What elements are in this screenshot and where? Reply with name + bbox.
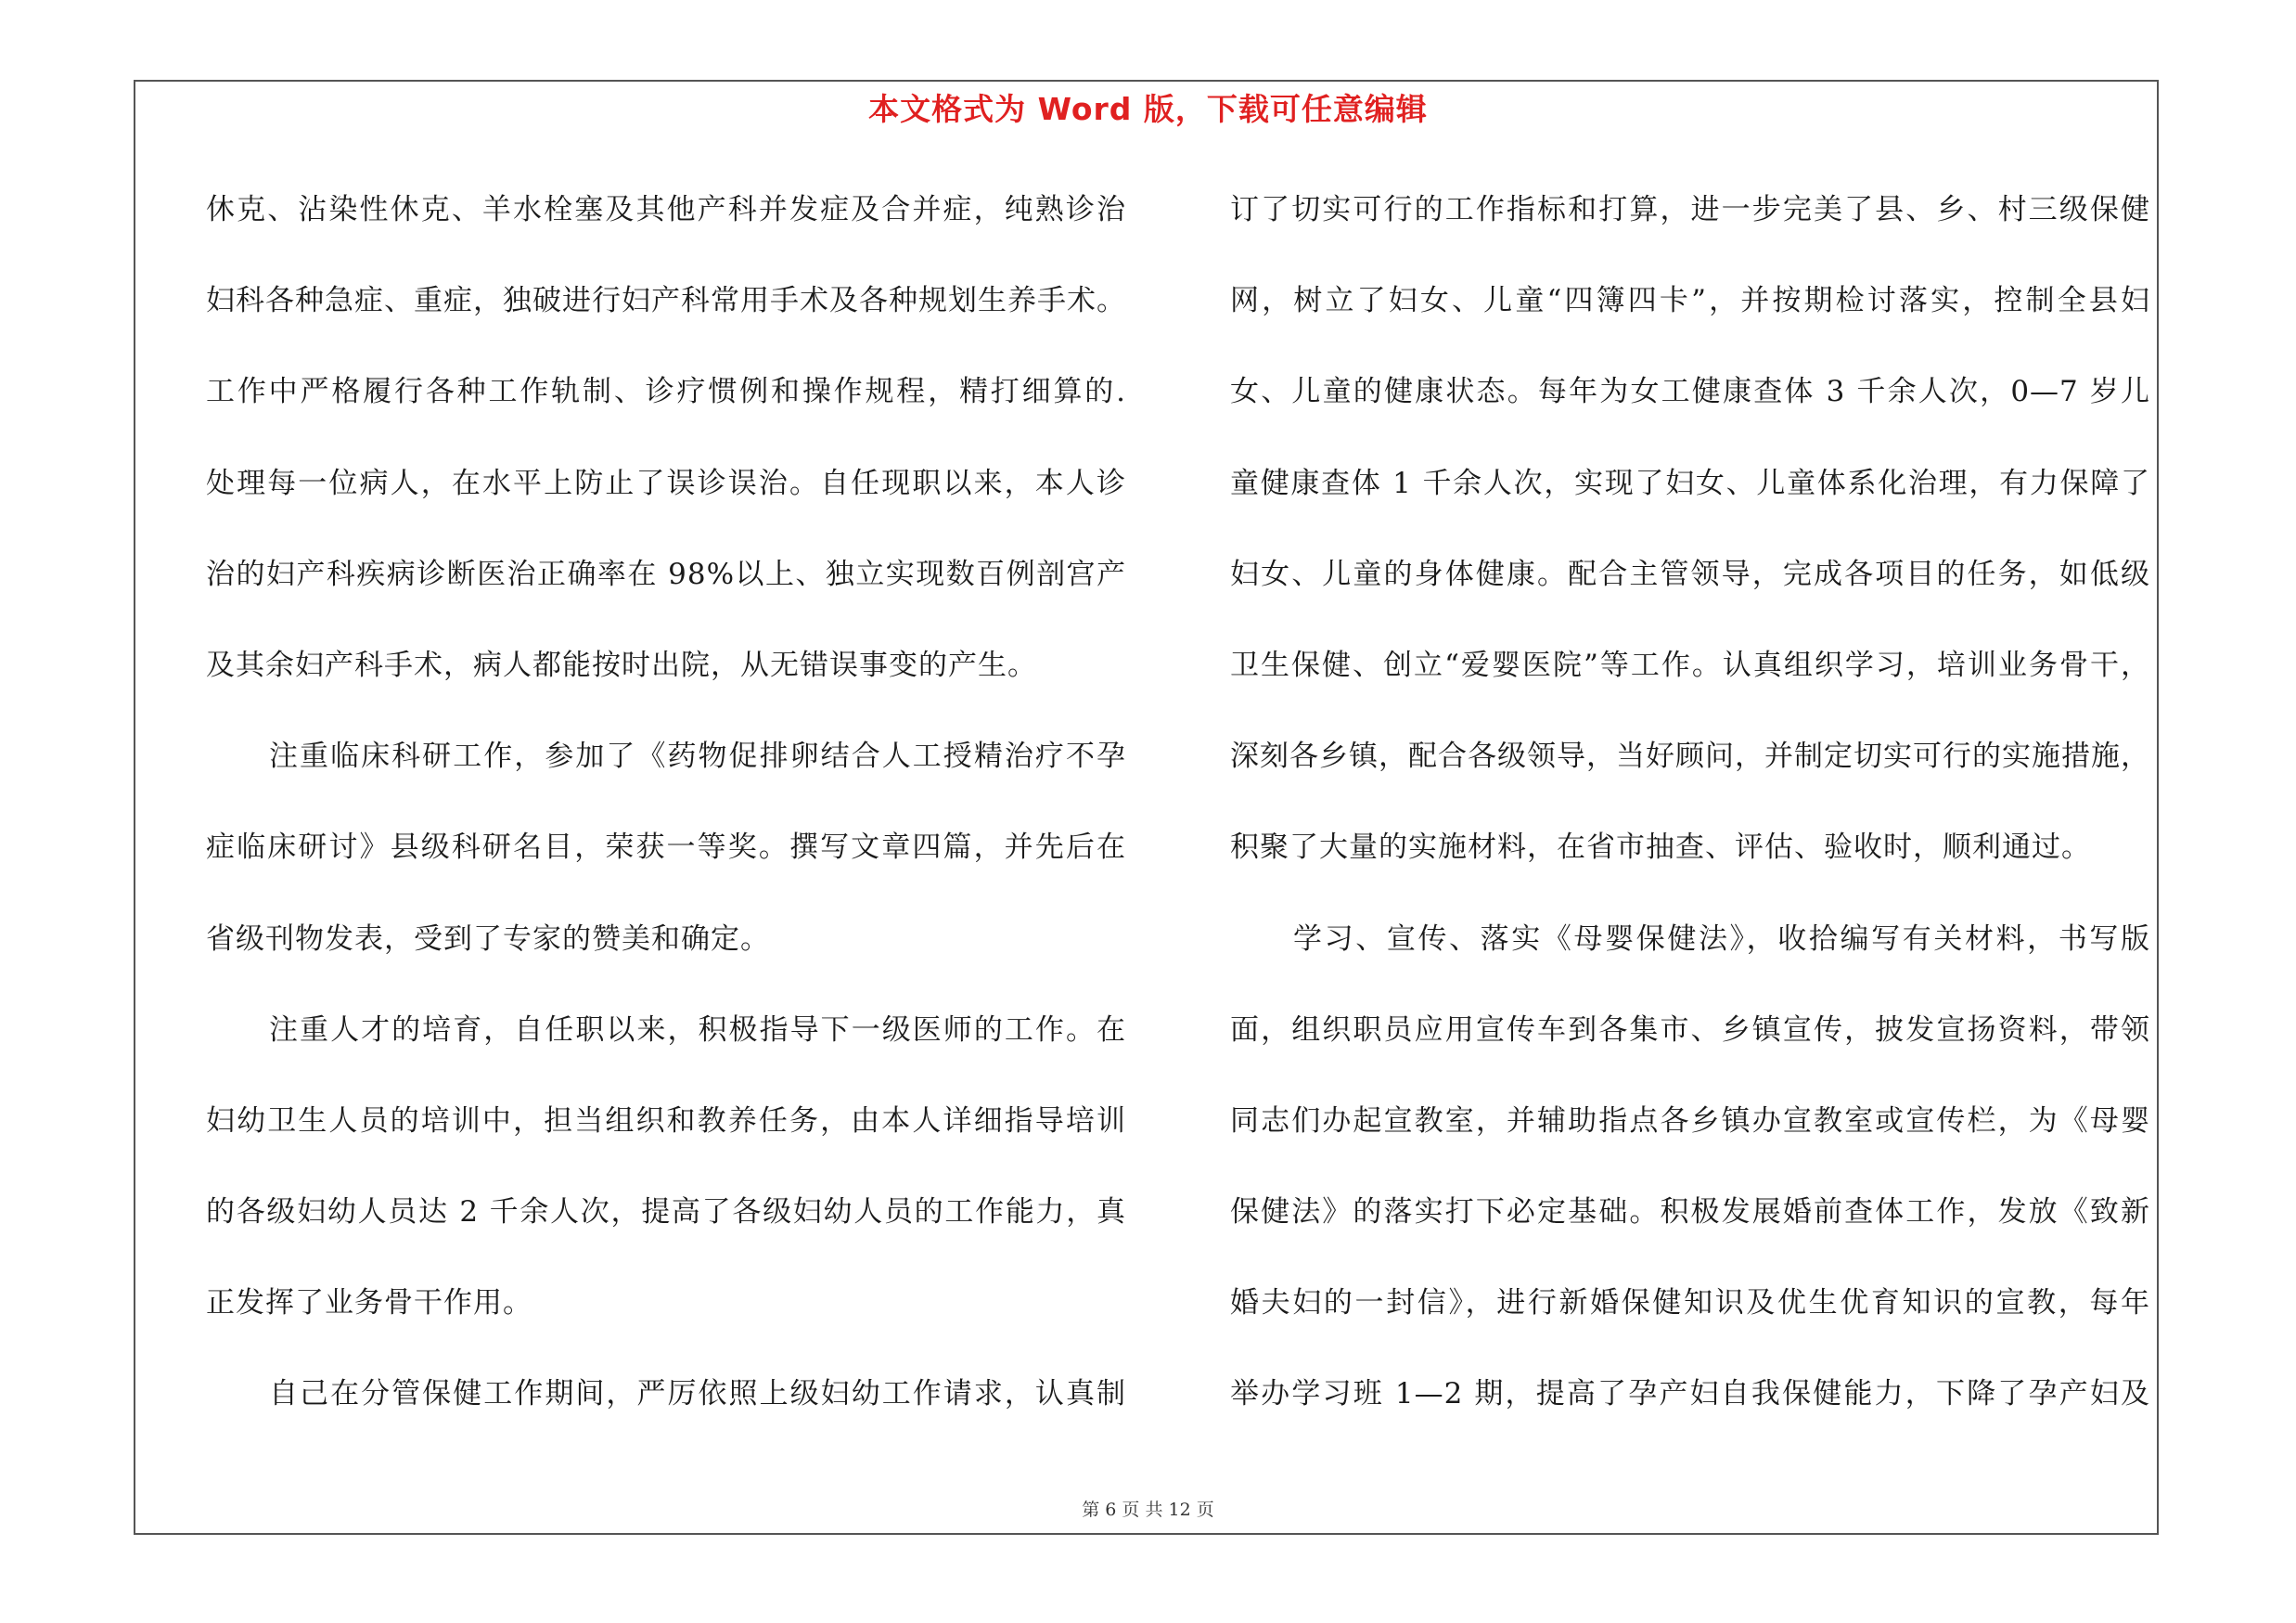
text-line: 妇科各种急症、重症，独破进行妇产科常用手术及各种规划生养手术。	[206, 284, 1126, 318]
text-line: 休克、沾染性休克、羊水栓塞及其他产科并发症及合并症，纯熟诊治	[206, 193, 1126, 226]
editable-format-banner: 本文格式为 Word 版，下载可任意编辑	[868, 91, 1428, 127]
text-line: 处理每一位病人，在水平上防止了误诊误治。自任现职以来，本人诊	[206, 466, 1126, 500]
text-line: 积聚了大量的实施材料，在省市抽查、评估、验收时，顺利通过。	[1230, 831, 2091, 865]
text-line: 妇幼卫生人员的培训中，担当组织和教养任务，由本人详细指导培训	[206, 1103, 1126, 1138]
text-line: 的各级妇幼人员达 2 千余人次，提高了各级妇幼人员的工作能力，真	[206, 1195, 1126, 1230]
text-line: 妇女、儿童的身体健康。配合主管领导，完成各项目的任务，如低级	[1230, 557, 2150, 591]
text-line: 卫生保健、创立“爱婴医院”等工作。认真组织学习，培训业务骨干，	[1230, 648, 2150, 682]
text-line: 举办学习班 1—2 期，提高了孕产妇自我保健能力，下降了孕产妇及	[1230, 1377, 2150, 1411]
text-line: 工作中严格履行各种工作轨制、诊疗惯例和操作规程，精打细算的.	[206, 375, 1126, 409]
text-line: 面，组织职员应用宣传车到各集市、乡镇宣传，披发宣扬资料，带领	[1230, 1012, 2150, 1047]
page-number-footer: 第 6 页 共 12 页	[1082, 1500, 1214, 1520]
text-line: 女、儿童的健康状态。每年为女工健康查体 3 千余人次，0—7 岁儿	[1230, 375, 2150, 409]
text-line: 症临床研讨》县级科研名目，荣获一等奖。撰写文章四篇，并先后在	[206, 831, 1126, 865]
text-line: 网，树立了妇女、儿童“四簿四卡”，并按期检讨落实，控制全县妇	[1230, 284, 2150, 318]
text-line: 治的妇产科疾病诊断医治正确率在 98%以上、独立实现数百例剖宫产	[206, 557, 1126, 591]
text-line: 正发挥了业务骨干作用。	[206, 1286, 532, 1320]
text-line: 及其余妇产科手术，病人都能按时出院，从无错误事变的产生。	[206, 648, 1037, 682]
left-text-column	[206, 182, 1126, 1458]
text-line: 童健康查体 1 千余人次，实现了妇女、儿童体系化治理，有力保障了	[1230, 466, 2150, 500]
text-line: 订了切实可行的工作指标和打算，进一步完美了县、乡、村三级保健	[1230, 193, 2150, 226]
text-line: 学习、宣传、落实《母婴保健法》，收拾编写有关材料，书写版	[1293, 921, 2150, 956]
text-line: 婚夫妇的一封信》，进行新婚保健知识及优生优育知识的宣教，每年	[1230, 1286, 2150, 1320]
right-text-column	[1230, 182, 2150, 1458]
text-line: 注重临床科研工作，参加了《药物促排卵结合人工授精治疗不孕	[269, 740, 1126, 774]
text-line: 深刻各乡镇，配合各级领导，当好顾问，并制定切实可行的实施措施，	[1230, 740, 2150, 774]
text-line: 同志们办起宣教室，并辅助指点各乡镇办宣教室或宣传栏，为《母婴	[1230, 1103, 2150, 1138]
text-line: 省级刊物发表，受到了专家的赞美和确定。	[206, 921, 770, 956]
text-line: 保健法》的落实打下必定基础。积极发展婚前查体工作，发放《致新	[1230, 1195, 2150, 1230]
text-line: 自己在分管保健工作期间，严厉依照上级妇幼工作请求，认真制	[269, 1377, 1126, 1411]
text-line: 注重人才的培育，自任职以来，积极指导下一级医师的工作。在	[269, 1012, 1126, 1047]
